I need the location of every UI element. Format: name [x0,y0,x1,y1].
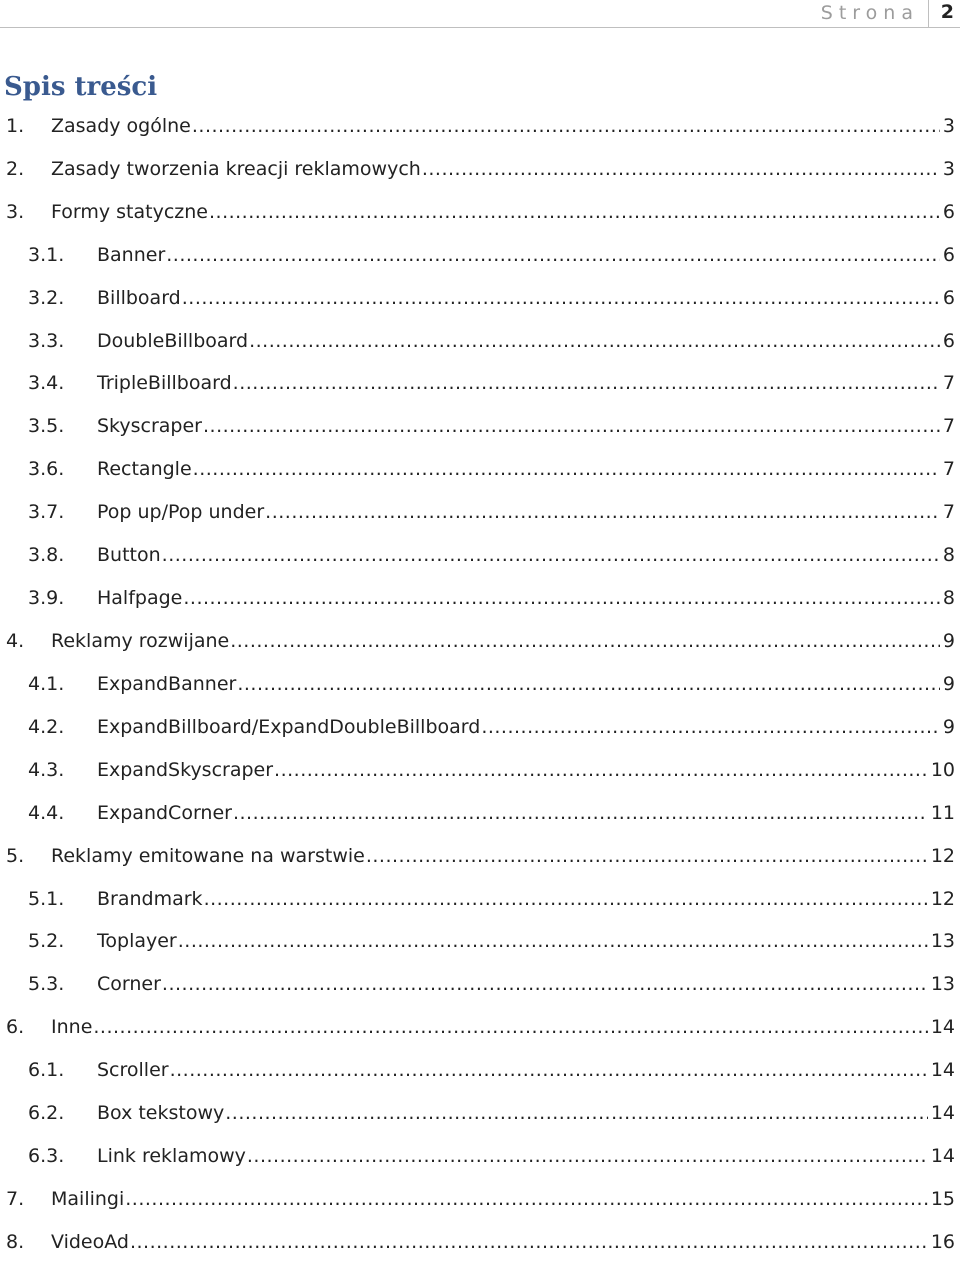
toc-entry-page[interactable]: 6 [942,329,955,352]
toc-entry-page[interactable]: 6 [942,243,955,266]
toc-entry-number: 5.1. [28,887,65,910]
toc-entry-number: 3.8. [28,544,65,567]
toc-dot-leader [249,332,940,351]
toc-entry-page[interactable]: 13 [930,930,955,953]
toc-entry[interactable] [0,706,960,749]
toc-entry-line [51,114,955,137]
toc-entry-line [51,844,955,867]
toc-entry-page[interactable]: 7 [942,372,955,395]
toc-entry[interactable] [0,234,960,277]
toc-entry-line [97,243,955,266]
toc-dot-leader [209,203,940,222]
toc-entry-number: 3.1. [28,243,65,266]
toc-entry-number: 6.3. [28,1145,65,1168]
toc-entry-title[interactable]: ExpandBillboard/ExpandDoubleBillboard [97,715,481,738]
toc-dot-leader [233,804,928,823]
toc-entry-line [97,286,955,309]
toc-entry-line [97,1147,955,1166]
toc-entry-line [97,932,955,951]
toc-entry-line [97,801,955,824]
toc-entry-title[interactable]: Scroller [97,1059,169,1082]
toc-entry-page[interactable]: 14 [930,1102,955,1125]
toc-entry-title[interactable]: ExpandCorner [97,801,232,824]
toc-dot-leader [230,632,940,651]
toc-entry-number: 8. [6,1230,25,1253]
toc-entry-page[interactable]: 12 [930,887,955,910]
toc-entry-title[interactable]: VideoAd [51,1230,129,1253]
toc-entry-page[interactable]: 8 [942,544,955,567]
toc-dot-leader [166,246,940,265]
toc-entry-line [97,887,955,910]
toc-entry-line [51,1018,955,1037]
toc-dot-leader [193,460,940,479]
toc-entry-title[interactable]: ExpandSkyscraper [97,758,274,781]
toc-entry[interactable] [0,1006,960,1049]
toc-dot-leader [192,117,940,136]
toc-entry-number: 7. [6,1188,25,1210]
page-header [0,0,960,28]
toc-dot-leader [225,1104,928,1123]
page-label: Strona [820,2,919,24]
toc-entry-number: 6. [6,1016,25,1039]
table-of-contents [0,105,960,1264]
toc-entry-page[interactable]: 8 [942,587,955,610]
toc-entry-number: 1. [6,114,25,137]
toc-entry[interactable] [0,405,960,448]
toc-dot-leader [247,1147,928,1166]
toc-entry-line [97,546,955,565]
toc-entry-page[interactable]: 12 [930,844,955,867]
toc-entry-title[interactable]: Reklamy emitowane na warstwie [51,844,365,867]
toc-entry[interactable] [0,878,960,921]
toc-entry-line [97,589,955,608]
toc-dot-leader [93,1018,927,1037]
toc-entry-title[interactable]: Corner [97,973,161,996]
toc-entry-line [51,632,955,651]
toc-dot-leader [125,1190,928,1209]
toc-entry[interactable] [0,749,960,792]
toc-entry[interactable] [0,1049,960,1092]
toc-entry[interactable] [0,620,960,663]
toc-entry-number: 3.4. [28,372,65,395]
toc-entry[interactable] [0,835,960,878]
toc-dot-leader [422,160,940,179]
page-number: 2 [940,1,954,23]
toc-dot-leader [183,589,940,608]
toc-entry-line [51,157,955,180]
toc-entry[interactable] [0,105,960,148]
toc-dot-leader [182,289,940,308]
toc-entry[interactable] [0,491,960,534]
toc-entry-title[interactable]: Billboard [97,286,181,309]
toc-entry-page[interactable]: 16 [930,1230,955,1253]
toc-entry-line [97,460,955,479]
toc-entry-title[interactable]: ExpandBanner [97,672,237,695]
toc-entry-line [51,1190,955,1209]
toc-dot-leader [265,503,940,522]
toc-entry-number: 3.6. [28,458,65,481]
toc-entry-title[interactable]: Banner [97,243,166,266]
toc-dot-leader [237,675,940,694]
toc-entry-title[interactable]: DoubleBillboard [97,329,249,352]
toc-dot-leader [204,890,928,909]
toc-entry[interactable] [0,921,960,964]
toc-entry-page[interactable]: 14 [930,1016,955,1039]
toc-entry-line [97,417,955,436]
toc-dot-leader [366,847,928,866]
toc-entry[interactable] [0,191,960,234]
toc-dot-leader [162,546,940,565]
toc-entry-line [97,715,955,738]
toc-entry-page[interactable]: 14 [930,1059,955,1082]
toc-entry-page[interactable]: 13 [930,973,955,996]
toc-entry-title[interactable]: Pop up/Pop under [97,501,265,524]
toc-entry[interactable] [0,534,960,577]
toc-dot-leader [178,932,928,951]
toc-entry-line [97,374,955,393]
toc-entry-number: 2. [6,157,25,180]
toc-entry-title[interactable]: TripleBillboard [97,372,232,395]
toc-entry-title[interactable]: Zasady tworzenia kreacji reklamowych [51,157,421,180]
toc-entry[interactable] [0,1092,960,1135]
toc-entry-number: 5.3. [28,973,65,996]
toc-entry-page[interactable]: 11 [930,801,955,824]
toc-dot-leader [170,1061,928,1080]
toc-entry-number: 3. [6,200,25,223]
toc-entry-number: 3.2. [28,286,65,309]
toc-entry-page[interactable]: 3 [942,114,955,137]
toc-entry-page[interactable]: 7 [942,501,955,524]
toc-entry[interactable] [0,148,960,191]
toc-entry-page[interactable]: 3 [942,157,955,180]
toc-entry-title[interactable]: Formy statyczne [51,200,208,223]
toc-entry-page[interactable]: 9 [942,715,955,738]
toc-entry-line [97,975,955,994]
toc-entry-number: 4.4. [28,801,65,824]
toc-entry-title[interactable]: Link reklamowy [97,1145,246,1168]
toc-entry-number: 4.1. [28,672,65,695]
toc-entry-line [97,758,955,781]
toc-entry-page[interactable]: 10 [930,758,955,781]
toc-entry-title[interactable]: Mailingi [51,1188,125,1210]
toc-dot-leader [274,761,928,780]
toc-entry-page[interactable]: 15 [930,1188,955,1210]
toc-entry[interactable] [0,448,960,491]
toc-entry-title[interactable]: Halfpage [97,587,183,610]
toc-entry-number: 3.7. [28,501,65,524]
toc-entry[interactable] [0,363,960,406]
toc-entry-number: 5. [6,844,25,867]
toc-entry-title[interactable]: Inne [51,1016,93,1039]
toc-entry[interactable] [0,320,960,363]
toc-entry-number: 4. [6,630,25,653]
toc-entry-page[interactable]: 7 [942,415,955,438]
toc-entry[interactable] [0,1178,960,1221]
toc-dot-leader [162,975,928,994]
toc-entry-line [51,200,955,223]
toc-entry-title[interactable]: Button [97,544,161,567]
toc-entry-number: 3.9. [28,587,65,610]
toc-entry-number: 5.2. [28,930,65,953]
toc-entry-number: 6.1. [28,1059,65,1082]
toc-entry-line [97,329,955,352]
toc-entry-number: 6.2. [28,1102,65,1125]
toc-entry-page[interactable]: 9 [942,630,955,653]
header-divider [928,0,929,27]
toc-entry-title[interactable]: Rectangle [97,458,192,481]
toc-entry[interactable] [0,963,960,1006]
toc-entry-page[interactable]: 9 [942,672,955,695]
toc-entry[interactable] [0,1221,960,1264]
toc-entry[interactable] [0,577,960,620]
toc-entry-title[interactable]: Skyscraper [97,415,202,438]
toc-entry-page[interactable]: 14 [930,1145,955,1168]
toc-entry-page[interactable]: 6 [942,286,955,309]
toc-entry-page[interactable]: 7 [942,458,955,481]
toc-entry-line [97,1104,955,1123]
toc-entry-line [97,1061,955,1080]
toc-entry-title[interactable]: Zasady ogólne [51,114,191,137]
toc-entry-line [97,503,955,522]
toc-entry-number: 4.3. [28,758,65,781]
toc-entry-title[interactable]: Brandmark [97,887,203,910]
toc-entry[interactable] [0,663,960,706]
toc-entry[interactable] [0,1135,960,1178]
toc-entry-title[interactable]: Box tekstowy [97,1102,225,1125]
toc-entry-line [51,1230,955,1253]
toc-dot-leader [130,1233,928,1252]
toc-entry-number: 4.2. [28,715,65,738]
toc-entry-number: 3.5. [28,415,65,438]
toc-dot-leader [481,718,940,737]
toc-entry-number: 3.3. [28,329,65,352]
toc-dot-leader [233,374,940,393]
toc-entry-page[interactable]: 6 [942,200,955,223]
toc-entry[interactable] [0,277,960,320]
toc-dot-leader [203,417,940,436]
toc-entry-title[interactable]: Reklamy rozwijane [51,630,230,653]
toc-entry-line [97,672,955,695]
toc-entry-title[interactable]: Toplayer [97,930,177,953]
toc-title: Spis treści [4,72,158,102]
toc-entry[interactable] [0,792,960,835]
